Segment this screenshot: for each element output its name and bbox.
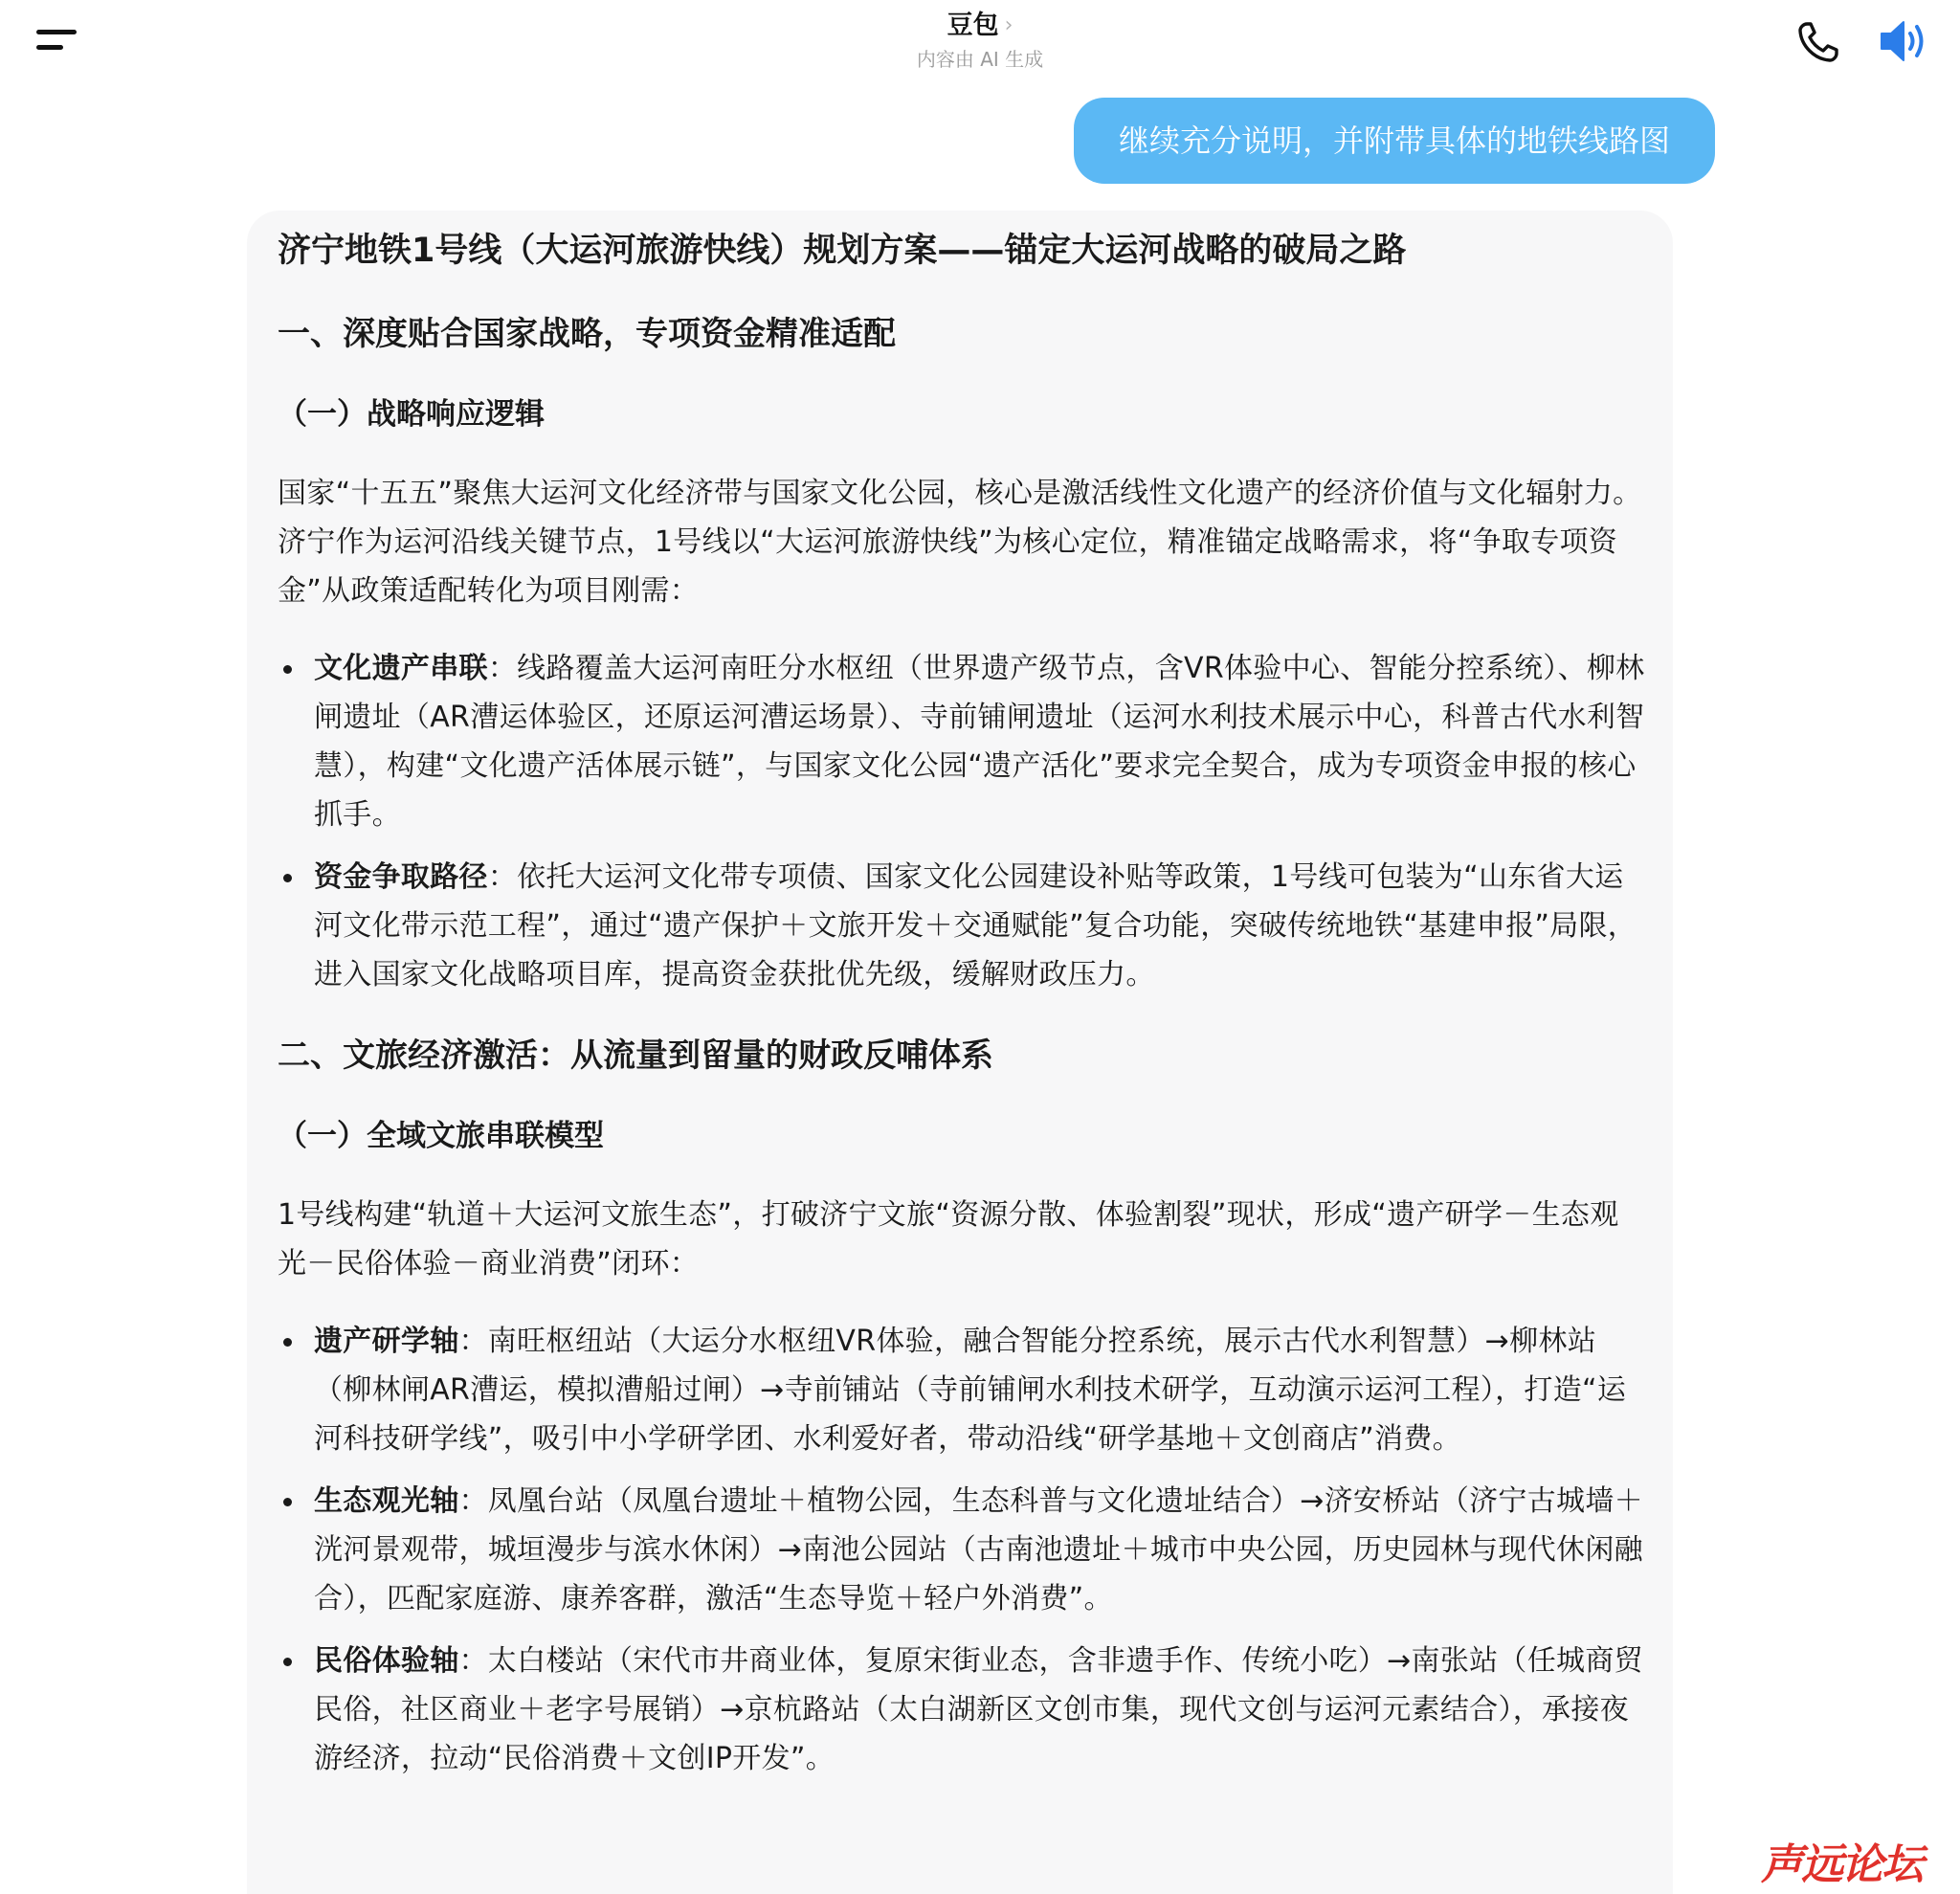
bullet-text: ：线路覆盖大运河南旺分水枢纽（世界遗产级节点，含VR体验中心、智能分控系统）、柳林闸遗址（AR漕运体验区，还原运河漕运场景）、寺前铺闸遗址（运河水利技术展示中心，科普古代水利智慧），构建“文化遗产活体展示链”，与国家文化公园“遗产活化”要求完全契合，成为专项资金申报的核心抓手。 [314, 652, 1645, 832]
bullet-label: 民俗体验轴 [314, 1644, 459, 1678]
bullet-list [278, 644, 1646, 999]
ai-generated-notice: 内容由 AI 生成 [916, 48, 1044, 71]
list-item [278, 853, 1646, 999]
list-item [278, 1477, 1646, 1623]
section-heading-1: 一、深度贴合国家战略，专项资金精准适配 [278, 315, 896, 353]
paragraph: 1号线构建“轨道＋大运河文旅生态”，打破济宁文旅“资源分散、体验割裂”现状，形成“遗产研学－生态观光－民俗体验－商业消费”闭环： [278, 1198, 1619, 1281]
chat-title-button[interactable] [947, 10, 1013, 42]
chevron-right-icon: › [1004, 13, 1013, 37]
bullet-text: ：依托大运河文化带专项债、国家文化公园建设补贴等政策，1号线可包装为“山东省大运河文化带示范工程”，通过“遗产保护＋文旅开发＋交通赋能”复合功能，突破传统地铁“基建申报”局限，进入国家文化战略项目库，提高资金获批优先级，缓解财政压力。 [314, 860, 1637, 992]
bullet-text: ：凤凰台站（凤凰台遗址＋植物公园，生态科普与文化遗址结合）→济安桥站（济宁古城墙＋洸河景观带，城垣漫步与滨水休闲）→南池公园站（古南池遗址＋城市中央公园，历史园林与现代休闲融合），匹配家庭游、康养客群，激活“生态导览＋轻户外消费”。 [314, 1484, 1643, 1615]
bullet-label: 文化遗产串联 [314, 652, 488, 685]
bullet-label: 生态观光轴 [314, 1484, 459, 1518]
forum-watermark: 声远论坛 [1761, 1840, 1922, 1889]
answer-title: 济宁地铁1号线（大运河旅游快线）规划方案——锚定大运河战略的破局之路 [278, 232, 1407, 270]
paragraph: 国家“十五五”聚焦大运河文化经济带与国家文化公园，核心是激活线性文化遗产的经济价值与文化辐射力。济宁作为运河沿线关键节点，1号线以“大运河旅游快线”为核心定位，精准锚定战略需求，将“争取专项资金”从政策适配转化为项目刚需： [278, 477, 1642, 608]
list-item [278, 644, 1646, 839]
app-title: 豆包 [947, 11, 999, 40]
user-message-bubble[interactable]: 继续充分说明，并附带具体的地铁线路图 [1074, 98, 1715, 184]
bullet-list [278, 1317, 1646, 1783]
bullet-text: ：太白楼站（宋代市井商业体，复原宋街业态，含非遗手作、传统小吃）→南张站（任城商贸民俗，社区商业＋老字号展销）→京杭路站（太白湖新区文创市集，现代文创与运河元素结合），承接夜游经济，拉动“民俗消费＋文创IP开发”。 [314, 1644, 1643, 1775]
header-title-area [0, 10, 1960, 71]
bullet-label: 资金争取路径 [314, 860, 488, 894]
list-item [278, 1637, 1646, 1783]
subsection-heading-2-1: （一）全域文旅串联模型 [278, 1119, 604, 1153]
subsection-heading-1-1: （一）战略响应逻辑 [278, 397, 545, 432]
assistant-message-content [278, 228, 1646, 1783]
phone-icon[interactable] [1795, 19, 1841, 65]
list-item [278, 1317, 1646, 1463]
speaker-icon[interactable] [1878, 17, 1929, 65]
bullet-text: ：南旺枢纽站（大运分水枢纽VR体验，融合智能分控系统，展示古代水利智慧）→柳林站（柳林闸AR漕运，模拟漕船过闸）→寺前铺站（寺前铺闸水利技术研学，互动演示运河工程），打造“运河科技研学线”，吸引中小学研学团、水利爱好者，带动沿线“研学基地＋文创商店”消费。 [314, 1325, 1627, 1456]
section-heading-2: 二、文旅经济激活：从流量到留量的财政反哺体系 [278, 1036, 993, 1075]
bullet-label: 遗产研学轴 [314, 1325, 459, 1358]
